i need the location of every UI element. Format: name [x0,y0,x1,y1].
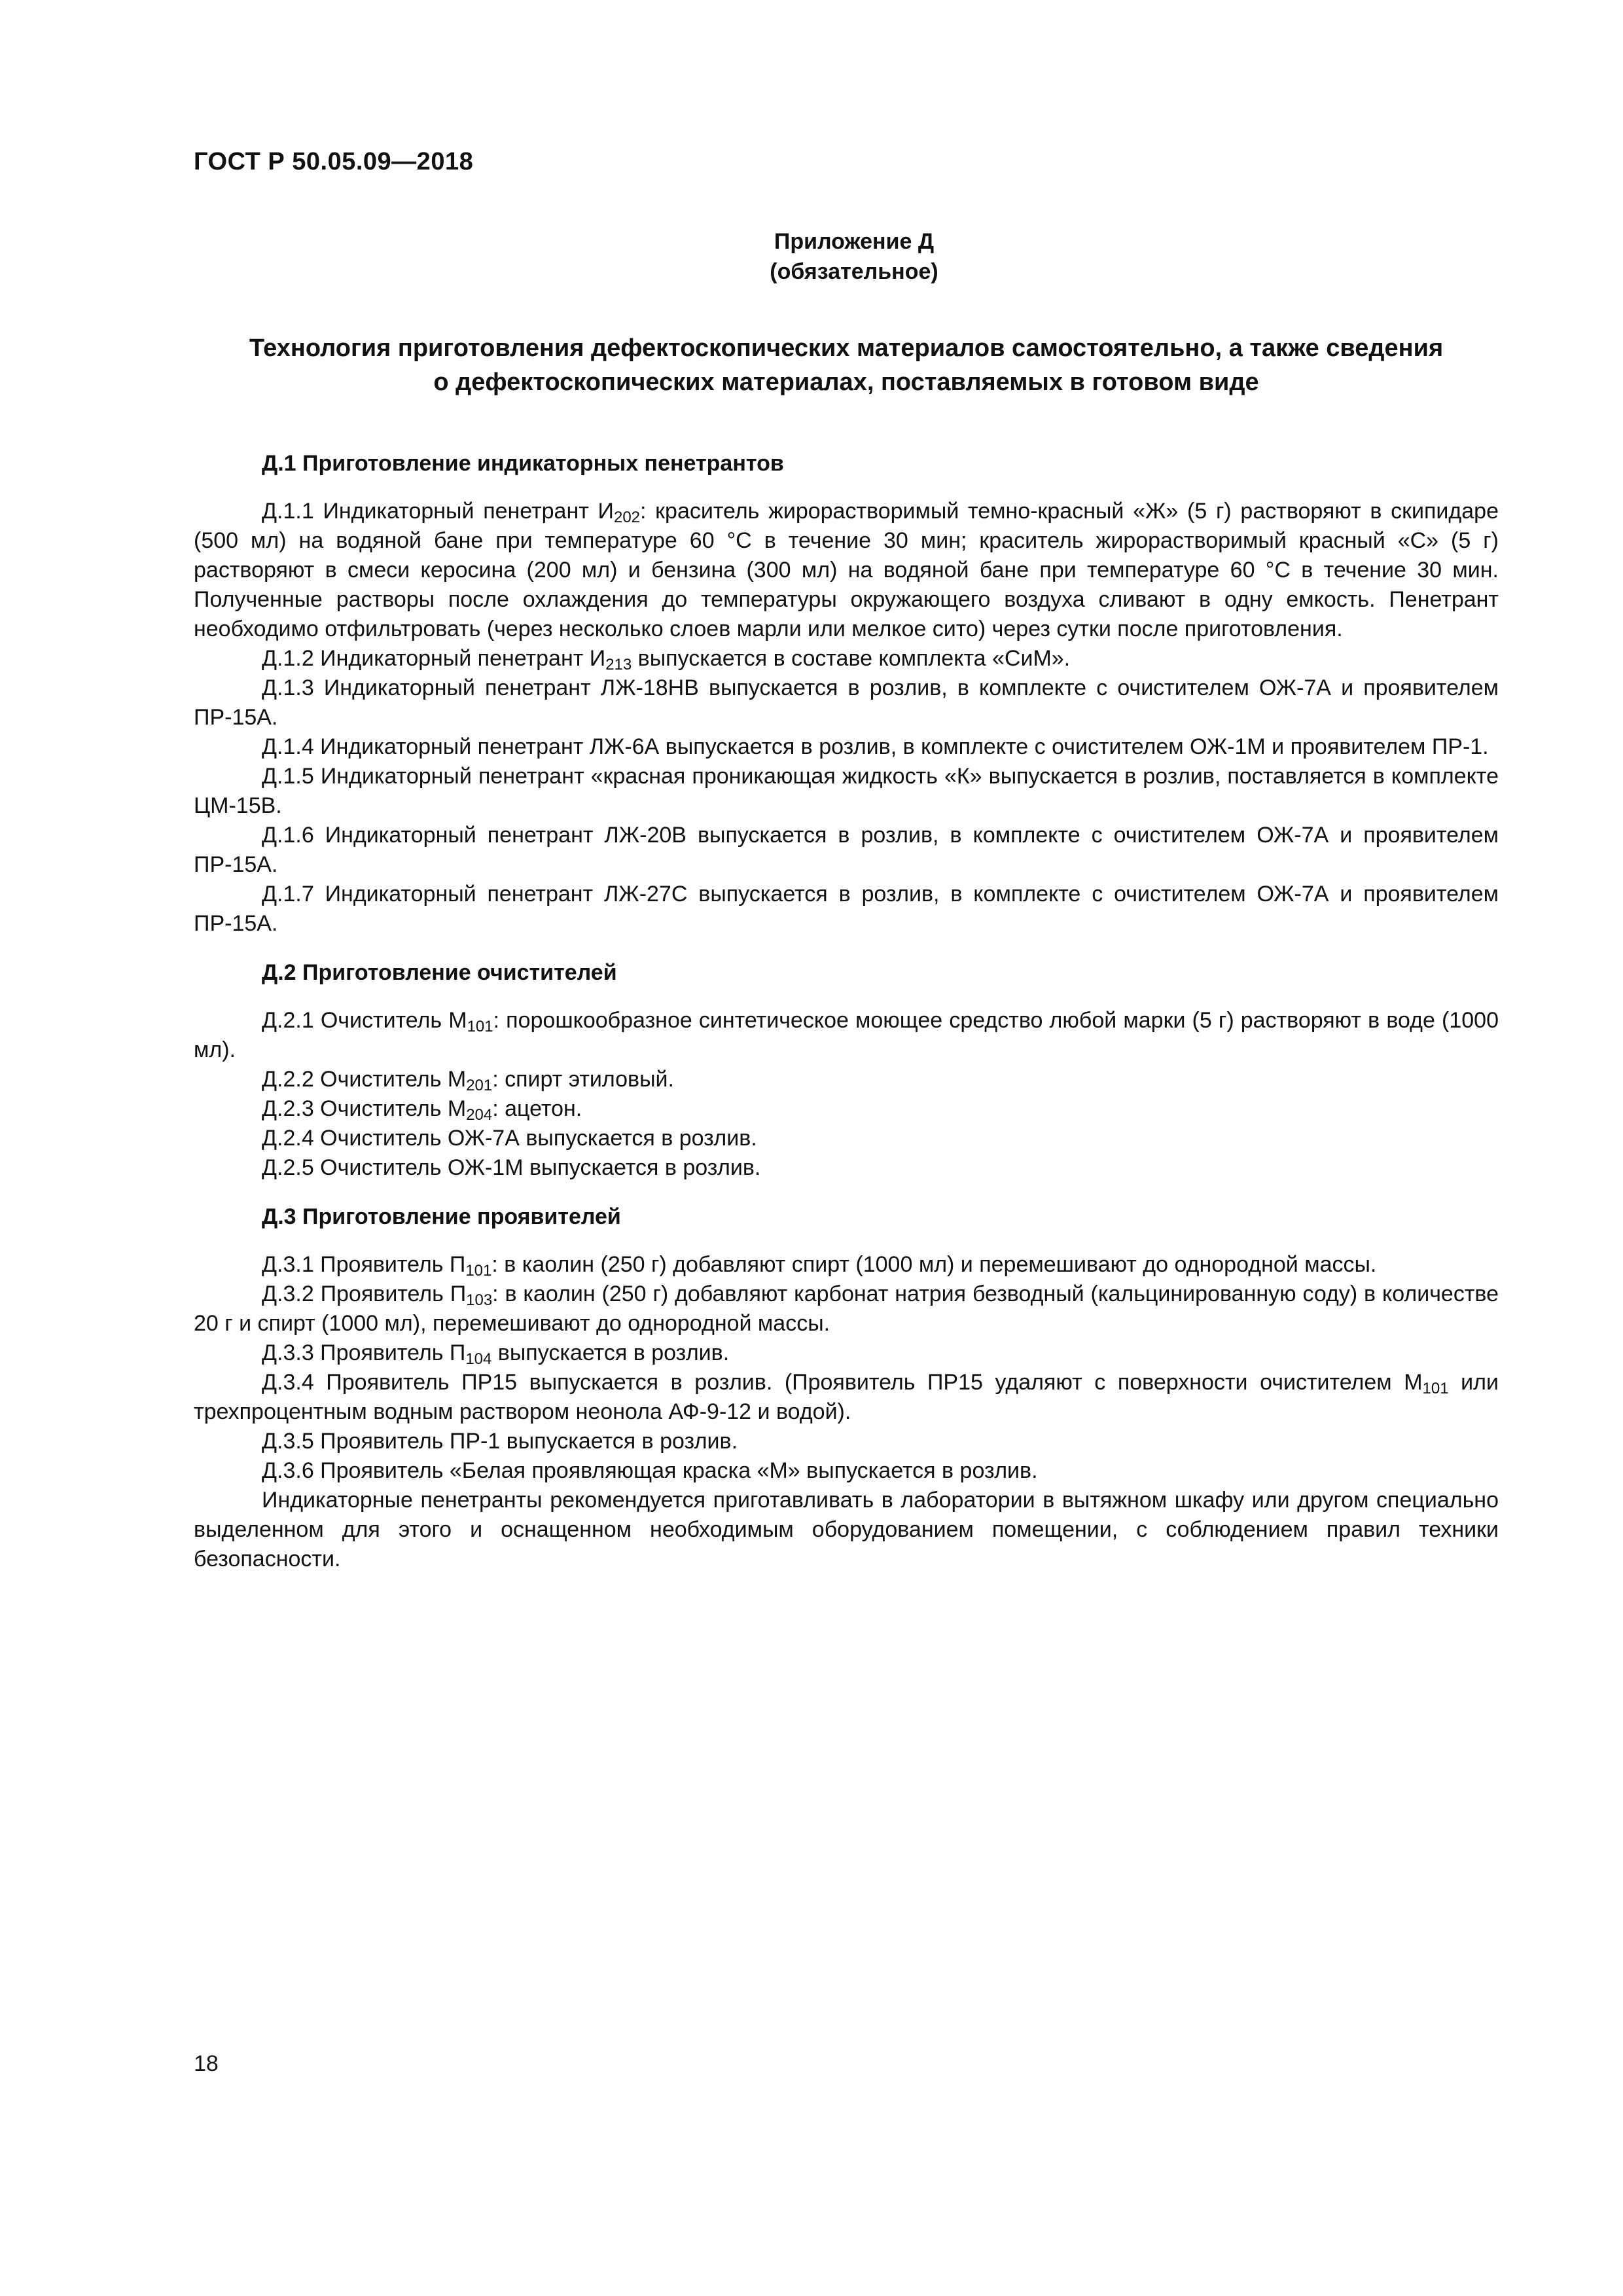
paragraph-text: : в каолин (250 г) добавляют карбонат натрия безводный (кальцинированную соду) в количестве 20 г и спирт (1000 мл), перемешивают до однородной массы. [194,1282,1499,1336]
paragraph-d3-5: Д.3.5 Проявитель ПР-1 выпускается в розлив. [262,1429,738,1454]
appendix-title-line-1: Технология приготовления дефектоскопических материалов самостоятельно, а также сведения [249,334,1444,362]
page-number: 18 [194,2051,219,2076]
paragraph-d3-4 [194,1368,1499,1427]
paragraph-d3-6: Д.3.6 Проявитель «Белая проявляющая краска «М» выпускается в розлив. [262,1458,1038,1483]
paragraph-text: Д.2.1 Очиститель М [262,1008,467,1033]
paragraph-d1-7: Д.1.7 Индикаторный пенетрант ЛЖ-27С выпускается в розлив, в комплекте с очистителем ОЖ-7А и проявителем ПР-15А. [194,882,1499,936]
paragraph-text: : порошкообразное синтетическое моющее средство любой марки (5 г) растворяют в воде (1000 мл). [194,1008,1499,1062]
paragraph-d2-1 [194,1006,1499,1065]
paragraph-d2-5: Д.2.5 Очиститель ОЖ-1М выпускается в розлив. [262,1155,761,1180]
section-heading-d3: Д.3 Приготовление проявителей [262,1204,621,1229]
paragraph-text: : ацетон. [492,1096,582,1121]
paragraph-text: Д.1.1 Индикаторный пенетрант И [262,499,614,524]
paragraph-text: : спирт этиловый. [492,1067,674,1092]
appendix-heading [0,226,1623,287]
paragraph-text: Д.3.4 Проявитель ПР15 выпускается в розлив. (Проявитель ПР15 удаляют с поверхности очистителем М [262,1370,1423,1395]
appendix-status: (обязательное) [770,259,938,284]
section-heading-d2: Д.2 Приготовление очистителей [262,960,617,985]
paragraph-text: Д.3.3 Проявитель П [262,1340,466,1365]
paragraph-d1-3: Д.1.3 Индикаторный пенетрант ЛЖ-18НВ выпускается в розлив, в комплекте с очистителем ОЖ-7А и проявителем ПР-15А. [194,675,1499,730]
subscript: 101 [465,1262,492,1280]
section-heading-d1: Д.1 Приготовление индикаторных пенетрантов [262,451,784,476]
subscript: 103 [466,1291,493,1309]
subscript: 213 [605,656,632,673]
paragraph-text: Д.1.2 Индикаторный пенетрант И [262,646,606,671]
paragraph-d2-2 [194,1065,1499,1094]
paragraph-text: выпускается в розлив. [491,1340,730,1365]
paragraph-text: Д.2.2 Очиститель М [262,1067,467,1092]
subscript: 101 [1422,1380,1449,1397]
paragraph-d1-5: Д.1.5 Индикаторный пенетрант «красная проникающая жидкость «К» выпускается в розлив, поставляется в комплекте ЦМ-15В. [194,764,1499,818]
paragraph-d2-4: Д.2.4 Очиститель ОЖ-7А выпускается в розлив. [262,1126,757,1151]
paragraph-d3-7: Индикаторные пенетранты рекомендуется приготавливать в лаборатории в вытяжном шкафу или другом специально выделенном для этого и оснащенном необходимым оборудованием помещении, с соблюдением правил техники безопасности. [194,1488,1499,1571]
paragraph-d2-3 [194,1094,1499,1124]
subscript: 104 [465,1350,492,1368]
subscript: 204 [466,1106,493,1124]
paragraph-d3-2 [194,1280,1499,1338]
paragraph-text: выпускается в составе комплекта «СиМ». [632,646,1071,671]
subscript: 101 [467,1018,493,1035]
paragraph-d1-4: Д.1.4 Индикаторный пенетрант ЛЖ-6А выпускается в розлив, в комплекте с очистителем ОЖ-1М и проявителем ПР-1. [262,734,1489,759]
paragraph-d3-1 [194,1250,1499,1280]
document-body [194,449,1499,1574]
appendix-title-line-2: о дефектоскопических материалах, поставляемых в готовом виде [433,368,1259,396]
paragraph-text: : в каолин (250 г) добавляют спирт (1000 мл) и перемешивают до однородной массы. [491,1252,1377,1277]
paragraph-d3-3 [194,1338,1499,1368]
paragraph-d1-6: Д.1.6 Индикаторный пенетрант ЛЖ-20В выпускается в розлив, в комплекте с очистителем ОЖ-7А и проявителем ПР-15А. [194,823,1499,877]
paragraph-text: или трехпроцентным водным раствором неонола АФ-9-12 и водой). [194,1370,1499,1424]
appendix-label: Приложение Д [774,229,935,254]
paragraph-d1-1 [194,497,1499,644]
paragraph-d1-2 [194,644,1499,673]
document-code: ГОСТ Р 50.05.09—2018 [194,148,474,175]
subscript: 202 [613,509,641,526]
paragraph-text: Д.2.3 Очиститель М [262,1096,467,1121]
paragraph-text: : краситель жирорастворимый темно-красный «Ж» (5 г) растворяют в скипидаре (500 мл) на водяной бане при температуре 60 °С в течение 30 мин; краситель жирорастворимый красный «С» (5 г) растворяют в смеси керосина (200 мл) и бензина (300 мл) на водяной бане при температуре 60 °С в течение 30 мин. Полученные растворы после охлаждения до температуры окружающего воздуха сливают в одну емкость. Пенетрант необходимо отфильтровать (через несколько слоев марли или мелкое сито) через сутки после приготовления. [194,499,1499,641]
paragraph-text: Д.3.1 Проявитель П [262,1252,466,1277]
subscript: 201 [466,1077,493,1094]
appendix-title [194,331,1499,399]
paragraph-text: Д.3.2 Проявитель П [262,1282,467,1306]
